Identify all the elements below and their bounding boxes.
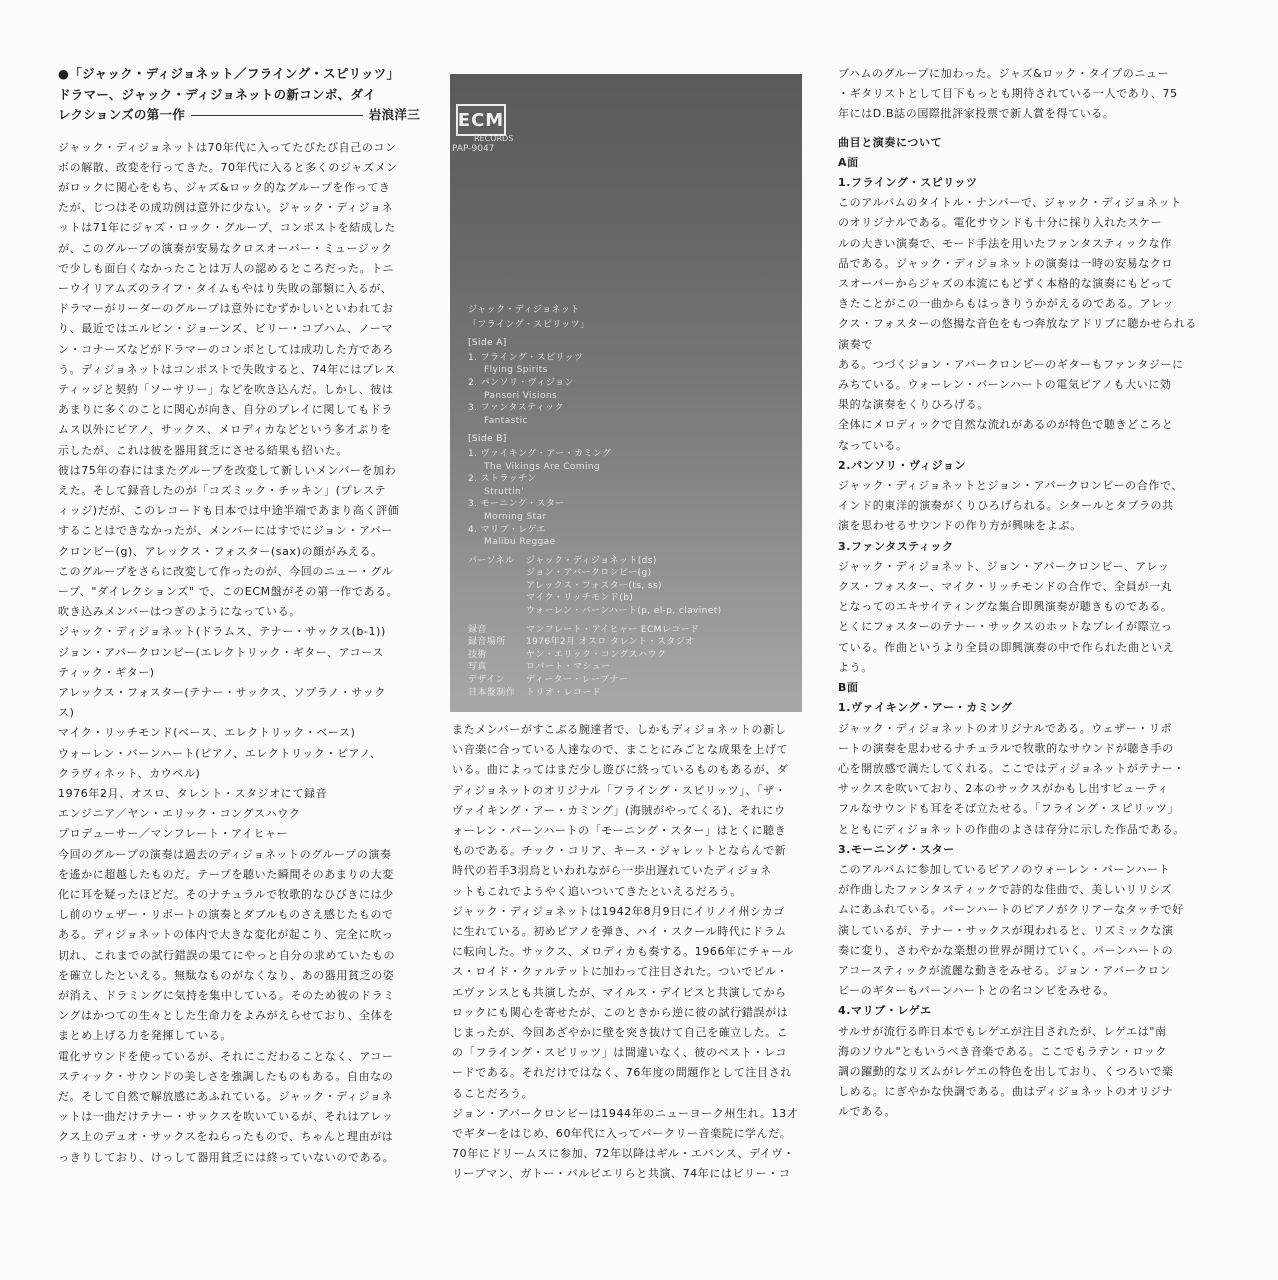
paragraph: ジャック・ディジョネットは70年代に入ってたびたび自己のコン ボの解散、改変を行ってきた。70年代に入ると多くのジャズメン がロックに関心をもち、ジャズ&ロック的なグループを作ってき たが、じつはその成功例は意外に少ない。ジャック・ディジョネ ットは71年にジャズ・ロック・グループ、コンポストを結成した が、このグループの演奏が安易なクロスオーバー・ミュージック で少しも面白くなかったことは万人の認めるところだった。トニ ーウイリアムズのライフ・タイムもやはり失敗の部類に入るが、 ドラマーがリーダーのグループは意外にむずかしいといわれてお り、最近ではエルビン・ジョーンズ、ビリー・コブハム、ノーマ ン・コナーズなどがドラマーのコンボとしては成功した方であろ う。ディジョネットはコンポストで失敗すると、74年にはプレス ティッジと契約「ソーサリー」などを吹き込んだ。しかし、彼は あまりに多くのことに関心が向き、自分のプレイに関してもドラ ムス以外にピアノ、サックス、メロディカなどという多才ぶりを 示したが、これは彼を器用貧乏にさせる結果も招いた。	[58, 140, 398, 457]
credit-key: 録音場所	[468, 637, 506, 648]
paragraph: ジャック・ディジョネットは1942年8月9日にイリノイ州シカゴ に生れている。初めピアノを弾き、ハイ・スクール時代にドラム に転向した。サックス、メロディカも奏する。1966年にチャール ス・ロイド・クァルテットに加わって注目された。ついでビル・ エヴァンスとも共演したが、マイルス・デイビスと共演してから ロックにも関心を寄せたが、このときから逆に彼の試行錯誤がは じまったが、今回あざやかに壁を突き抜けて自己を確立した。こ の「フライング・スピリッツ」は間違いなく、彼のベスト・レコ ードである。それだけではなく、76年度の問題作として注目され ることだろう。	[452, 904, 795, 1100]
track-jp: 3. ファンタスティック	[468, 403, 564, 414]
credit-row	[468, 687, 794, 700]
column-middle	[452, 720, 804, 1185]
personnel-name: マイク・リッチモンド(b)	[526, 593, 634, 604]
album-cover-image	[450, 74, 802, 712]
track-jp: 3. モーニング・スター	[468, 499, 565, 510]
column-right	[838, 64, 1200, 1123]
paragraph: 彼は75年の春にはまたグループを改変して新しいメンバーを加わ えた。そして録音したのが「コズミック・チッキン」(プレステ ィッジ)だが、このレコードも日本では中途半端であまり高く評価 することはできなかったが、メンバーにはすでにジョン・アバー クロンビー(g)、アレックス・フォスター(sax)の顔がみえる。 このグループをさらに改変して作ったのが、今回のニュー・グル ープ、"ダイレクションズ" で、このECM盤がその第一作である。 吹き込みメンバーはつぎのようになっている。	[58, 463, 400, 619]
credit-row	[468, 661, 794, 674]
track-jp: 2. ストラッチン	[468, 474, 537, 485]
track-en: Flying Spirits	[484, 365, 548, 376]
personnel-name: ウォーレン・バーンハート(p, el-p, clavinet)	[526, 606, 722, 617]
cover-artist: ジャック・ディジョネット	[468, 305, 580, 315]
cover-album-title: 「フライング・スピリッツ」	[468, 319, 590, 330]
track-en: Pansori Visions	[484, 390, 558, 401]
side-a-label: [Side A]	[468, 338, 507, 349]
personnel-name: ジョン・アバークロンビー(g)	[526, 568, 652, 579]
heading-subtitle: ドラマー、ジャック・ディジョネットの新コンボ、ダイ	[58, 86, 376, 102]
heading-byline-row	[58, 105, 420, 126]
paragraph: ジョン・アバークロンビーは1944年のニューヨーク州生れ。13才 でギターをはじめ、60年代に入ってバークリー音楽院に学んだ。 70年にドリームスに参加、72年以降はギル・エバンス、デイヴ・ リーブマン、ガトー・バルビエリらと共演、74年にはビリー・コ	[452, 1106, 799, 1181]
author-name: 岩浪洋三	[368, 107, 420, 122]
credit-row	[468, 624, 794, 637]
credit-value: ヤン・エリック・コングスハウク	[526, 649, 667, 660]
side-heading: B面	[838, 681, 859, 695]
track-heading: 1.ヴァイキング・アー・カミング	[838, 701, 1013, 715]
credit-key: 技術	[468, 649, 487, 660]
personnel-list: ジャック・ディジョネット(ドラムス、テナー・サックス(b-1)) ジョン・アバークロンビー(エレクトリック・ギター、アコース ティック・ギター) アレックス・フォスター(テナー・サックス、ソプラノ・サック ス) マイク・リッチモンド(ベース、エレクトリック・ベース) ウォーレン・バーンハート(ピアノ、エレクトリック・ピアノ、 クラヴィネット、カウベル) 1976年2月、オスロ、タレント・スタジオにて録音 エンジニア／ヤン・エリック・コングスハウク プロデューサー／マンフレート・アイヒャー	[58, 625, 386, 841]
credit-row	[468, 674, 794, 687]
side-heading: A面	[838, 155, 859, 169]
credit-row	[468, 636, 794, 649]
paragraph: 電化サウンドを使っているが、それにこだわることなく、アコー スティック・サウンドの美しさを強調したものもある。自由なの だ。そして自然で解放感にあふれている。ジャック・ディジョネ ットは一曲だけテナー・サックスを吹いているが、それはアレッ クス上のデュオ・サックスをねらったもので、ちゃんと理由がは っきりしており、けっして器用貧乏には終っていないのである。	[58, 1049, 395, 1164]
column-left	[58, 64, 420, 1168]
personnel-name: ジャック・ディジョネット(ds)	[526, 555, 657, 566]
track-description: サルサが流行る昨日本でもレゲエが注目されたが、レゲエは"南 海のソウル"ともいうべき音楽である。ここでもラテン・ロック 調の躍動的なリズムがレゲエの特色を出しており、くつろいで楽 しめる。にぎやかな快調である。曲はディジョネットのオリジナ ルである。	[838, 1024, 1174, 1119]
track-jp: 1. ヴァイキング・アー・カミング	[468, 448, 612, 459]
heading-subtitle-cont: レクションズの第一作	[58, 107, 186, 122]
track-jp: 2. パンソリ・ヴィジョン	[468, 377, 574, 388]
personnel-label: パーソネル	[468, 555, 515, 566]
credit-key: 日本盤制作	[468, 687, 516, 698]
label-name: RECORDS	[474, 134, 514, 143]
track-description: このアルバムに参加しているピアノのウォーレン・バーンハート が作曲したファンタスティックで詩的な佳曲で、美しいリリシズ ムにあふれている。バーンハートのピアノがクリアーなタッチで好 演しているが、テナー・サックスが現われると、リズミックな演 奏に変り、さわやかな楽想の世界が開けていく。バーンハートの アコースティックが流麗な動きをみせる。ジョン・アバークロン ビーのギターもバーンハートとの名コンビをみせる。	[838, 862, 1184, 998]
track-heading: 2.パンソリ・ヴィジョン	[838, 458, 967, 472]
track-en: Struttin'	[484, 486, 524, 497]
section-title: 曲目と演奏について	[838, 135, 943, 149]
track-heading: 4.マリブ・レゲエ	[838, 1004, 932, 1018]
catalog-number: PAP-9047	[452, 144, 495, 154]
credit-key: 写真	[468, 662, 487, 673]
credit-value: ディーター・レーブナー	[526, 675, 629, 686]
credit-value: マンフレート・アイヒャー ECMレコード	[526, 624, 700, 635]
credit-value: 1976年2月 オスロ タレント・スタジオ	[526, 637, 695, 648]
track-en: Morning Star	[484, 511, 547, 522]
paragraph: 今回のグループの演奏は過去のディジョネットのグループの演奏 を遙かに超越したものだ。テープを聴いた瞬間そのあまりの大変 化に耳を疑ったほどだ。そのナチュラルで牧歌的なひびきには少 し前のウェザー・リポートの演奏とダブルものさえ感じたもので ある。ディジョネットの体内で大きな変化が起こり、完全に吹っ 切れ、これまでの試行錯誤の果てにやっと自分の求めていたもの を確立したといえる。無駄なものがなくなり、あの器用貧乏の姿 が消え、ドラミングに気持を集中している。そのため彼のドラミ ングはかつての生々とした生命力をよみがえらせており、全体を まとめ上げる力を発揮している。	[58, 847, 396, 1043]
personnel-names	[526, 555, 722, 618]
byline-rule	[191, 115, 363, 116]
track-jp: 1. フライング・スピリッツ	[468, 352, 584, 363]
track-description: ジャック・ディジョネット、ジョン・アバークロンビー、アレッ クス・フォスター、マイク・リッチモンドの合作で、全員が一丸 となってのエキサイティングな集合即興演奏が聴きものである。 とくにフォスターのテナー・サックスのホットなプレイが際立っ ている。作曲というより全員の即興演奏の中で作られた曲といえ よう。	[838, 559, 1175, 674]
track-description: ジャック・ディジョネットとジョン・アバークロンビーの合作で、 インド的東洋的演奏がくりひろげられる。シタールとタブラの共 演を思わせるサウンドの作り方が興味をよぶ。	[838, 479, 1183, 533]
track-en: The Vikings Are Coming	[484, 461, 601, 472]
paragraph: またメンバーがすこぶる腕達者で、しかもディジョネットの新し い音楽に合っている人達なので、まことにみごとな成果を上げて いる。曲によってはまだ少し遊びに終っているものもあるが、ダ ディジョネットのオリジナル「フライング・スピリッツ」、「ザ・ ヴァイキング・アー・カミング」(海賊がやってくる)、それにウ ォーレン・バーンハートの「モーニング・スター」はとくに聴き ものである。チック・コリア、キース・ジャレットとならんで新 時代の若手3羽烏といわれながら一歩出遅れていたディジョネ ットもこれでようやく追いついてきたといえるだろう。	[452, 723, 789, 898]
credit-row	[468, 649, 794, 662]
personnel-block	[468, 555, 794, 618]
credit-key: 録音	[468, 624, 487, 635]
credit-key: デザイン	[468, 675, 505, 686]
credit-value: ロバート・マシュー	[526, 662, 611, 673]
heading-title: ●「ジャック・ディジョネット／フライング・スピリッツ」	[58, 66, 400, 81]
track-en: Fantastic	[484, 415, 528, 426]
article-heading	[58, 64, 420, 126]
paragraph: ブハムのグループに加わった。ジャズ&ロック・タイプのニュー ・ギタリストとして目下もっとも期待されている一人であり、75 年にはD.B誌の国際批評家投票で新人賞を得ている。	[838, 67, 1178, 121]
ecm-logo: ECM	[456, 104, 506, 136]
track-jp: 4. マリブ・レゲエ	[468, 524, 546, 535]
personnel-name: アレックス・フォスター(ts, ss)	[526, 580, 662, 591]
track-description: ジャック・ディジョネットのオリジナルである。ウェザー・リポ ートの演奏を思わせるナチュラルで牧歌的なサウンドが聴き手の 心を開放感で満たしてくれる。ここではディジョネットがテナー・ サックスを吹いており、2本のサックスがかもし出すビューティ フルなサウンドも耳をそば立たせる。「フライング・スピリッツ」 とともにディジョネットの作曲のよさは存分に示した作品である。	[838, 721, 1185, 836]
track-heading: 3.ファンタスティック	[838, 539, 954, 553]
credit-value: トリオ・レコード	[526, 687, 602, 698]
cover-tracklist	[468, 304, 794, 699]
track-en: Malibu Reggae	[484, 537, 556, 548]
track-heading: 3.モーニング・スター	[838, 842, 955, 856]
side-b-label: [Side B]	[468, 434, 507, 445]
track-heading: 1.フライング・スピリッツ	[838, 176, 978, 190]
track-description: このアルバムのタイトル・ナンバーで、ジャック・ディジョネット のオリジナルである。電化サウンドも十分に採り入れたスケー ルの大きい演奏で、モード手法を用いたファンタスティックな作 品である。ジャック・ディジョネットの演奏は一時の安易なクロ スオーバーからジャズの本流にもどずく本格的な演奏にもどって きたことがこの一曲からもはっきりうかがえるのである。アレッ クス・フォスターの悠揚な音色をもつ奔放なアドリブに聴かせられる演奏で ある。つづくジョン・アバークロンビーのギターもファンタジーに みちている。ウォーレン・バーンハートの電気ピアノも大いに効 果的な演奏をくりひろげる。 全体にメロディックで自然な流れがあるのが特色で聴きどころと なっている。	[838, 196, 1197, 452]
